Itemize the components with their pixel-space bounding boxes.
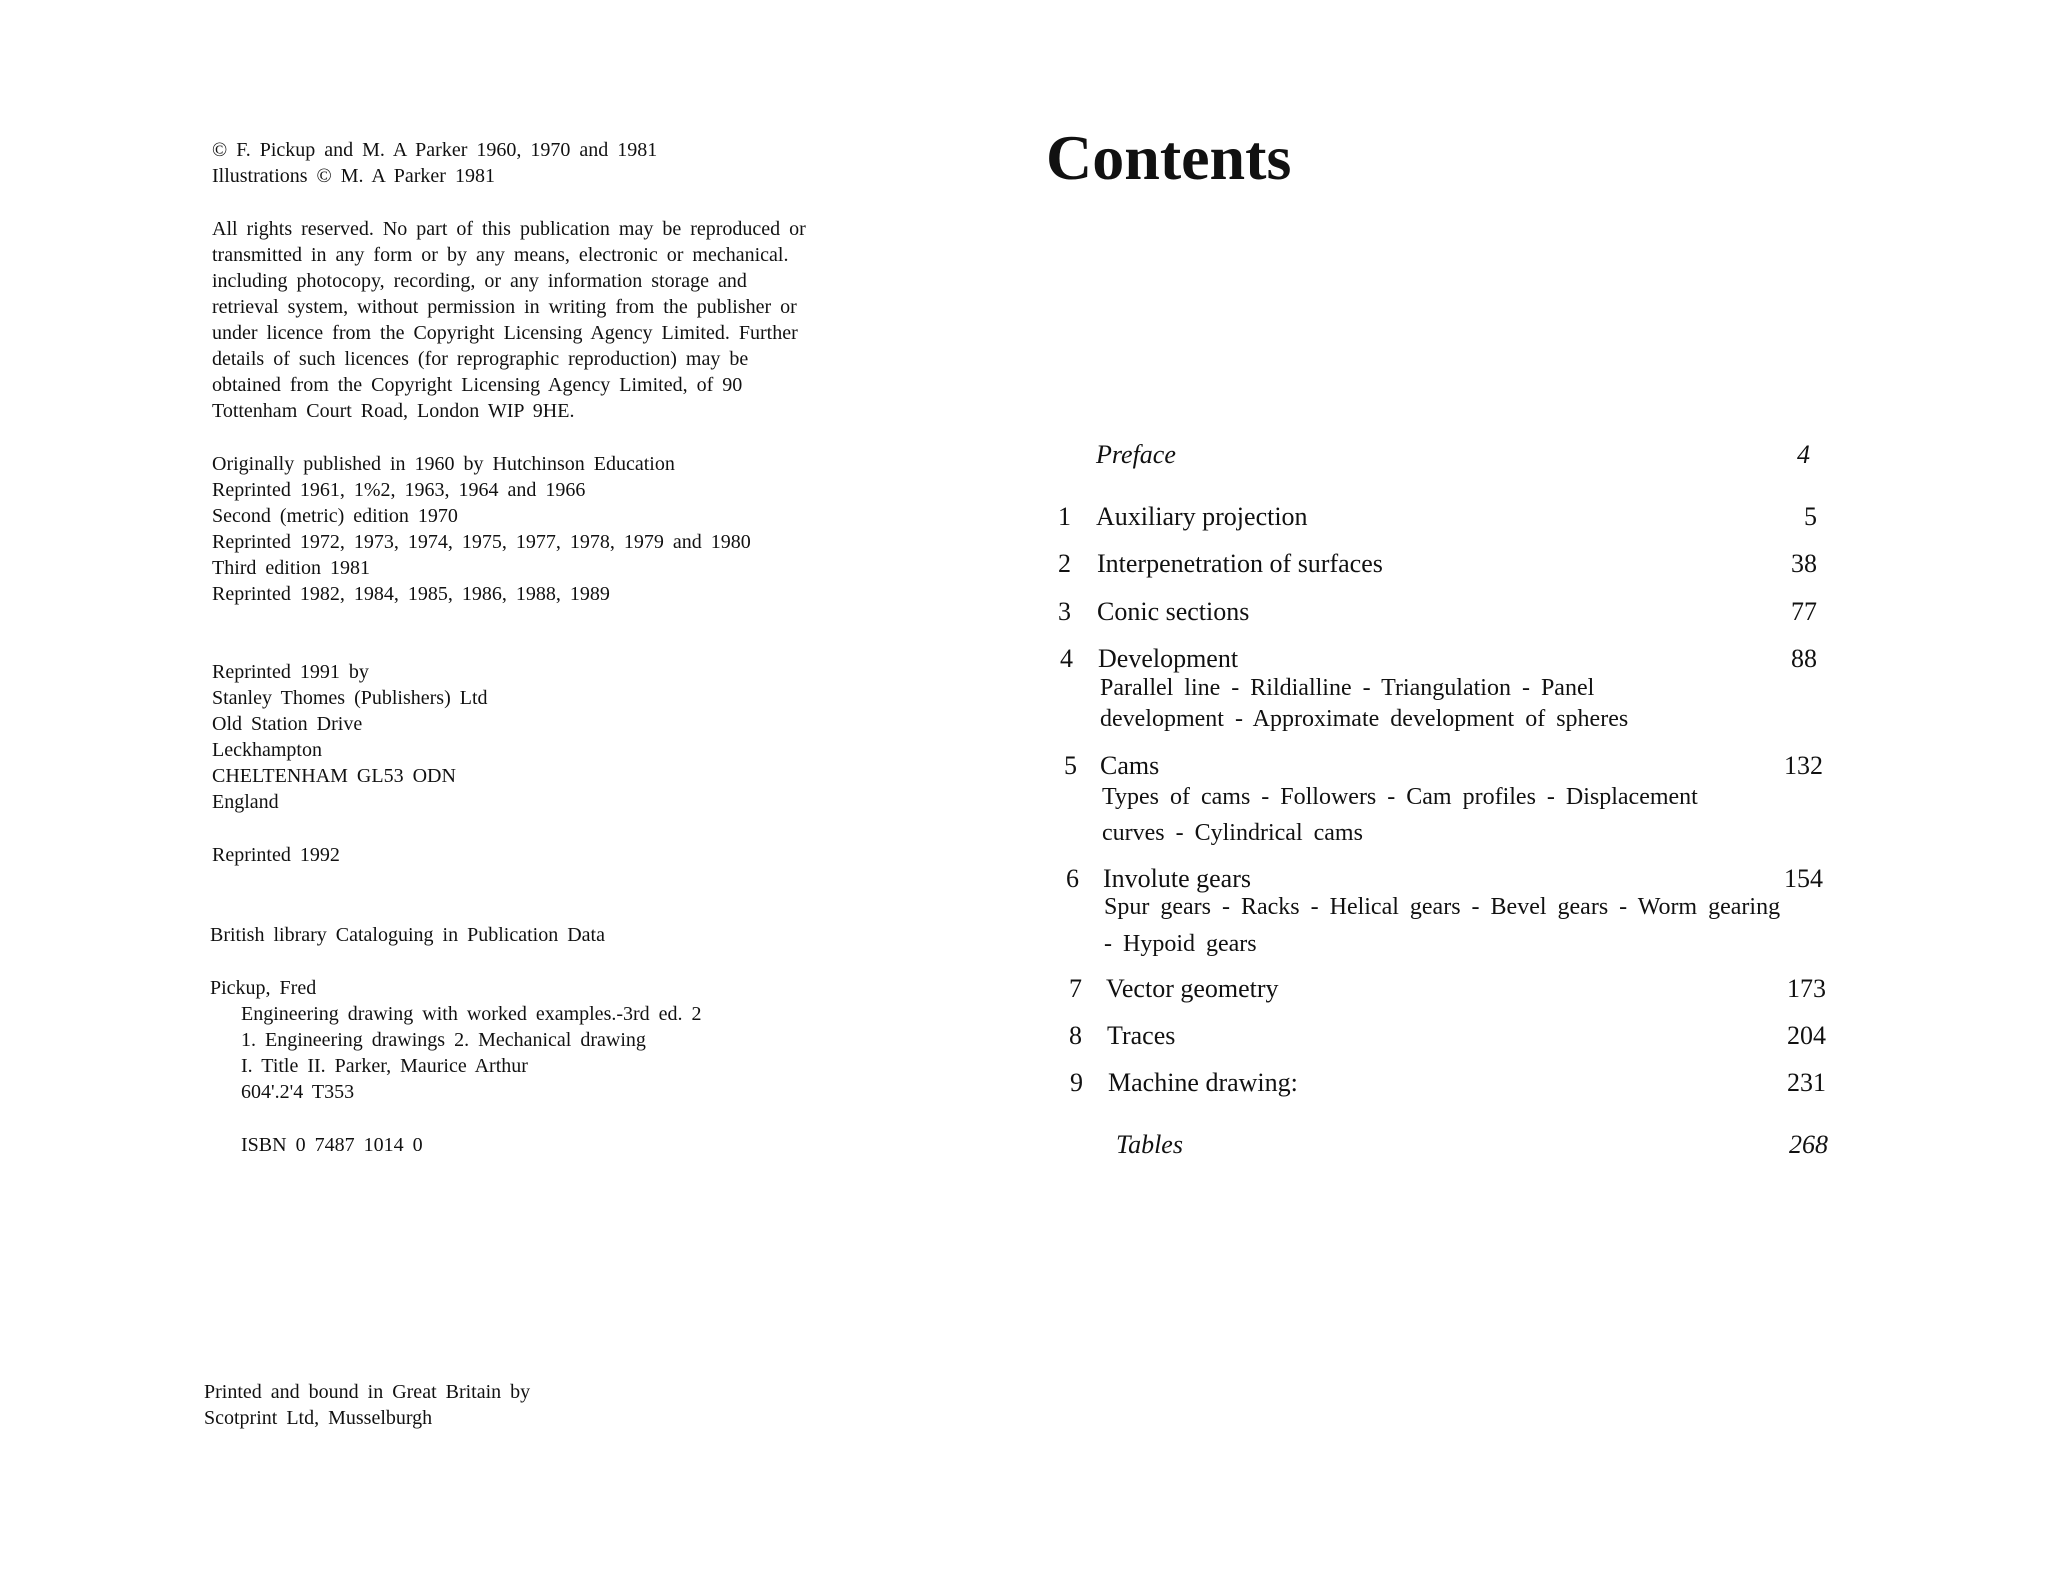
toc-chapter	[1000, 972, 2048, 1012]
publisher-line: Old Station Drive	[212, 713, 363, 735]
rights-line: obtained from the Copyright Licensing Agency Limited, of 90	[212, 374, 743, 396]
toc-number: 7	[1069, 974, 1082, 1003]
toc-preface	[1000, 438, 2048, 478]
isbn: ISBN 0 7487 1014 0	[241, 1134, 423, 1156]
cip-line: 604'.2'4 T353	[241, 1081, 355, 1103]
toc-number: 9	[1070, 1068, 1083, 1097]
copyright-line: © F. Pickup and M. A Parker 1960, 1970 and 1981	[212, 139, 658, 161]
toc-chapter	[1000, 500, 2048, 540]
page-title: Contents	[1046, 122, 1292, 193]
toc-page: 132	[1784, 751, 1823, 780]
toc-tables	[1000, 1128, 2048, 1168]
toc-subtopics: Parallel line - Rildialline - Triangulation - Panel	[1100, 675, 1595, 701]
toc-number: 8	[1069, 1021, 1082, 1050]
toc-page: 173	[1787, 974, 1826, 1003]
toc-chapter	[1000, 595, 2048, 635]
toc-page: 4	[1797, 440, 1810, 469]
history-line: Originally published in 1960 by Hutchinson Education	[212, 453, 675, 475]
history-line: Second (metric) edition 1970	[212, 505, 458, 527]
toc-subtopics: - Hypoid gears	[1104, 931, 1257, 957]
toc-number: 5	[1064, 751, 1077, 780]
toc-title: Interpenetration of surfaces	[1097, 549, 1383, 578]
toc-subtopics: curves - Cylindrical cams	[1102, 820, 1363, 846]
publisher-line: Reprinted 1991 by	[212, 661, 369, 683]
toc-number: 4	[1060, 644, 1073, 673]
publisher-line: Leckhampton	[212, 739, 322, 761]
publisher-line: Stanley Thomes (Publishers) Ltd	[212, 687, 488, 709]
toc-title: Traces	[1107, 1021, 1176, 1050]
reprint-line: Reprinted 1992	[212, 844, 340, 866]
toc-chapter	[1000, 1066, 2048, 1106]
toc-title: Conic sections	[1097, 597, 1250, 626]
history-line: Reprinted 1972, 1973, 1974, 1975, 1977, 1978, 1979 and 1980	[212, 531, 751, 553]
toc-title: Development	[1098, 644, 1239, 673]
printer-line: Scotprint Ltd, Musselburgh	[204, 1407, 433, 1429]
toc-page: 5	[1804, 502, 1817, 531]
toc-subtopics: Spur gears - Racks - Helical gears - Bevel gears - Worm gearing	[1104, 894, 1781, 920]
rights-line: Tottenham Court Road, London WIP 9HE.	[212, 400, 575, 422]
cip-line: 1. Engineering drawings 2. Mechanical drawing	[241, 1029, 646, 1051]
toc-page: 88	[1791, 644, 1817, 673]
copyright-page	[0, 0, 1000, 1571]
copyright-line: Illustrations © M. A Parker 1981	[212, 165, 495, 187]
toc-title: Preface	[1096, 440, 1176, 469]
toc-title: Involute gears	[1103, 864, 1252, 893]
toc-subtopics: Types of cams - Followers - Cam profiles - Displacement	[1102, 784, 1698, 810]
toc-number: 3	[1058, 597, 1071, 626]
rights-line: including photocopy, recording, or any information storage and	[212, 270, 747, 292]
toc-title: Auxiliary projection	[1096, 502, 1308, 531]
printer-line: Printed and bound in Great Britain by	[204, 1381, 531, 1403]
cip-author: Pickup, Fred	[210, 977, 317, 999]
publisher-line: England	[212, 791, 279, 813]
toc-title: Vector geometry	[1106, 974, 1279, 1003]
cip-line: I. Title II. Parker, Maurice Arthur	[241, 1055, 528, 1077]
history-line: Reprinted 1961, 1%2, 1963, 1964 and 1966	[212, 479, 586, 501]
cip-heading: British library Cataloguing in Publication Data	[210, 924, 605, 946]
toc-page: 268	[1789, 1130, 1828, 1159]
rights-line: All rights reserved. No part of this publication may be reproduced or	[212, 218, 806, 240]
toc-title: Machine drawing:	[1108, 1068, 1298, 1097]
publisher-line: CHELTENHAM GL53 ODN	[212, 765, 456, 787]
rights-line: details of such licences (for reprographic reproduction) may be	[212, 348, 749, 370]
toc-title: Cams	[1100, 751, 1160, 780]
toc-page: 154	[1784, 864, 1823, 893]
history-line: Reprinted 1982, 1984, 1985, 1986, 1988, 1989	[212, 583, 610, 605]
rights-line: under licence from the Copyright Licensing Agency Limited. Further	[212, 322, 798, 344]
toc-page: 204	[1787, 1021, 1826, 1050]
toc-number: 1	[1058, 502, 1071, 531]
toc-page: 38	[1791, 549, 1817, 578]
toc-chapter	[1000, 547, 2048, 587]
history-line: Third edition 1981	[212, 557, 370, 579]
toc-chapter	[1000, 1019, 2048, 1059]
rights-line: retrieval system, without permission in writing from the publisher or	[212, 296, 797, 318]
toc-page: 77	[1791, 597, 1817, 626]
toc-subtopics: development - Approximate development of spheres	[1100, 706, 1629, 732]
toc-page: 231	[1787, 1068, 1826, 1097]
toc-number: 6	[1066, 864, 1079, 893]
toc-title: Tables	[1116, 1130, 1183, 1159]
toc-number: 2	[1058, 549, 1071, 578]
contents-page	[1000, 0, 2048, 1571]
rights-line: transmitted in any form or by any means, electronic or mechanical.	[212, 244, 789, 266]
cip-line: Engineering drawing with worked examples.-3rd ed. 2	[241, 1003, 702, 1025]
